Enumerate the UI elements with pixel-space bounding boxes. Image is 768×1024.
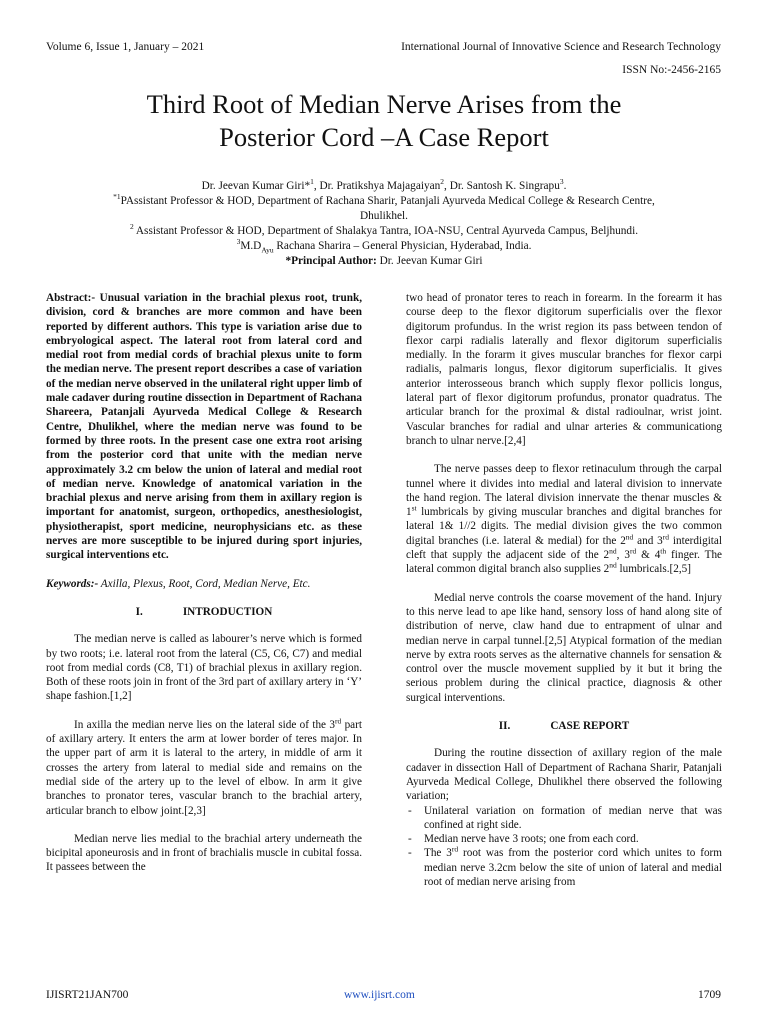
intro-paragraph-3: Median nerve lies medial to the brachial artery underneath the bicipital aponeurosis and in front of brachialis muscle in cubital fossa. It passees between the <box>46 832 362 874</box>
affiliation-3: $^3M.D_{Ayu}$ Rachana Sharira – General Physician, Hyderabad, India. <box>236 237 532 255</box>
section-heading-introduction: I. INTRODUCTION <box>135 605 273 618</box>
section-heading-case-report: II. CASE REPORT <box>498 720 630 733</box>
intro-paragraph-4: The nerve passes deep to flexor retinaculum through the carpal tunnel where it divides into medial and lateral division to innervate the hand region. The lateral division innervate the thenar muscles & 1st lumbricals by giving muscular branches and digital branches for lateral 1& 1//2 digits. The medial division gives the two common digital branches (i.e. lateral & medial) for the 2nd and 3rd interdigital cleft that supply the adjacent side of the 2nd, 3rd & 4th finger. The lateral common digital branch also supplies 2nd lumbricals.[2,5] <box>406 463 723 576</box>
list-item: - Unilateral variation on formation of median nerve that was confined at right side. <box>406 804 722 833</box>
footer-article-id: IJISRT21JAN700 <box>46 989 129 1001</box>
abstract: Abstract:- Unusual variation in the brachial plexus root, trunk, division, cord & branches are more common and have been reported by different authors. This type is variation arise due to embryological aspect. The lateral root from lateral cord and medial root from medial cords of brachial plexus unite to form the median nerve. The present report describes a case of variation of the median nerve observed in the unilateral right upper limb of male cadaver during routine dissection in Department of Rachana Shareera, Patanjali Ayurveda Medical College & Research Centre, Dhulikhel, where the median nerve was found to be formed by three roots. In the present case one extra root arising from the posterior cord that unite with the median nerve approximately 3.2 cm below the union of lateral and medial root of median nerve. Knowledge of anatomical variation in the brachial plexus and nerve arising from them in axillary region is important for anatomist, surgeon, orthopedics, anesthesiologist, physiotherapist, sport medicine, neurophysicians etc. as these nerves are more susceptible to be injured during sport injuries, surgical interventions etc. <box>46 292 362 562</box>
left-column <box>46 291 362 875</box>
footer-website-link[interactable]: www.ijisrt.com <box>344 989 415 1001</box>
affiliation-2: $^2$ Assistant Professor & HOD, Department of Shalakya Tantra, IOA-NSU, Central Ayurveda Campus, Beljhundi. <box>129 222 639 237</box>
author-block <box>60 179 708 269</box>
page-number: 1709 <box>698 989 721 1001</box>
intro-paragraph-5: Medial nerve controls the coarse movement of the hand. Injury to this nerve lead to ape like hand, sensory loss of hand along site of distribution of nerve, claw hand due to entrapment of ulnar and median nerve in carpal tunnel.[2,5] Atypical formation of the median nerve by extra roots serves as the alternative channels for sensation & control over the muscle movement supplied by it but it bring the serious problem during the clinical practice, diagnosis & other surgical interventions. <box>406 591 722 704</box>
journal-volume-header: Volume 6, Issue 1, January – 2021 <box>46 41 205 53</box>
issn-header: ISSN No:-2456-2165 <box>622 64 721 76</box>
principal-author: *Principal Author: Dr. Jeevan Kumar Giri <box>285 255 483 267</box>
keywords: Keywords:- Axilla, Plexus, Root, Cord, Median Nerve, Etc. <box>46 577 311 590</box>
author-names: Dr. Jeevan Kumar Giri*$^1$, Dr. Pratikshya Majagaiyan$^2$, Dr. Santosh K. Singrapu$^3$. <box>201 177 567 192</box>
list-item: - Median nerve have 3 roots; one from each cord. <box>406 832 722 846</box>
variation-list <box>406 804 722 890</box>
title-line-1: Third Root of Median Nerve Arises from the <box>146 89 622 119</box>
intro-paragraph-3-continued: two head of pronator teres to reach in forearm. In the forearm it has course deep to the flexor digitorum superficialis over the flexor digitorum profundus. In the wrist region its pass between tendon of flexor carpi radialis laterally and flexor digitorum superficialis medially. In the forarm it gives muscular branches for flexor carpi radialis, palmaris longus, flexor digitorum superficialis. It gives anterior interosseous branch which supply flexor pollicis longus, lateral part of flexor digitorum profundus, pronator quadratus. The articular branch for the proximal & distal radioulnar, wrist joint. Vascular branches for radial and ulnar arteries & communicationg branch to ulnar nerve.[2,4] <box>406 292 722 447</box>
intro-paragraph-2: In axilla the median nerve lies on the lateral side of the 3rd part of axillary artery. It enters the arm at lower border of teres major. In the upper part of arm it is lateral to the artery, in middle of arm it crosses the artery from lateral to medial side and remains on the medial side of the artery up to the level of elbow. In arm it give branches to pronator teres, vascular branch to the brachial artery, articular branch to elbow joint.[2,3] <box>46 715 362 817</box>
paper-title <box>60 88 708 154</box>
right-column <box>406 291 722 889</box>
intro-paragraph-1: The median nerve is called as labourer’s nerve which is formed by two roots; i.e. lateral root from the lateral (C5, C6, C7) and medial root from medial cords (C8, T1) of brachial plexus in axillary region. Both of these roots join in front of the 3rd part of axillary artery in ‘Y’ shape fashion.[1,2] <box>46 633 362 703</box>
affiliation-1: $^{*1}$PAssistant Professor & HOD, Department of Rachana Sharir, Patanjali Ayurveda Medical College & Research Centre, <box>113 192 655 207</box>
journal-name-header: International Journal of Innovative Science and Research Technology <box>401 41 721 53</box>
list-item: - The 3rd root was from the posterior cord which unites to form median nerve 3.2cm below the site of union of lateral and medial root of median nerve arising from <box>406 846 722 889</box>
affiliation-1-cont: Dhulikhel. <box>359 210 408 222</box>
case-paragraph-1: During the routine dissection of axillary region of the male cadaver in dissection Hall of Department of Rachana Sharir, Patanjali Ayurveda Medical College, Dhulikhel there observed the following variation; <box>406 747 722 803</box>
title-line-2: Posterior Cord –A Case Report <box>219 122 549 152</box>
